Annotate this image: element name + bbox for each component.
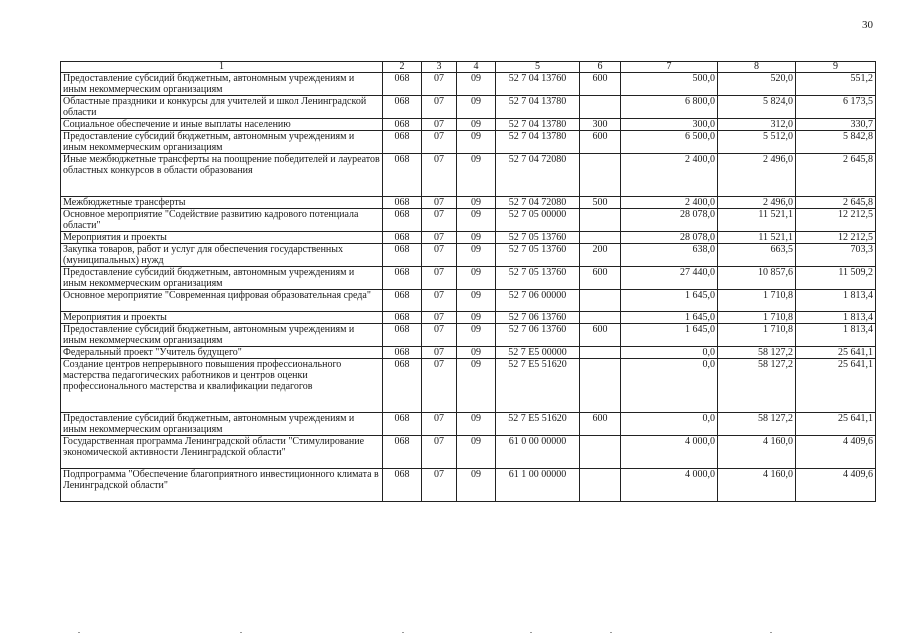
row-gov-code: 068 — [383, 154, 422, 197]
row-target-code: 52 7 E5 51620 — [496, 359, 580, 413]
table-row — [61, 154, 876, 197]
row-subsection: 09 — [457, 436, 496, 469]
row-value-year3: 1 813,4 — [796, 290, 876, 312]
row-name: Межбюджетные трансферты — [61, 197, 383, 209]
table-row — [61, 359, 876, 413]
row-value-year1: 300,0 — [621, 119, 718, 131]
table-row — [61, 290, 876, 312]
row-gov-code: 068 — [383, 244, 422, 267]
row-section: 07 — [422, 96, 457, 119]
row-target-code: 52 7 04 13780 — [496, 96, 580, 119]
budget-table — [60, 61, 876, 502]
row-target-code: 52 7 E5 00000 — [496, 347, 580, 359]
row-value-year3: 4 409,6 — [796, 469, 876, 502]
table-row — [61, 267, 876, 290]
row-gov-code: 068 — [383, 469, 422, 502]
row-value-year2: 520,0 — [718, 73, 796, 96]
table-row — [61, 232, 876, 244]
row-section: 07 — [422, 232, 457, 244]
row-value-year1: 638,0 — [621, 244, 718, 267]
row-value-year3: 330,7 — [796, 119, 876, 131]
row-value-year2: 2 496,0 — [718, 154, 796, 197]
row-target-code: 52 7 04 13780 — [496, 119, 580, 131]
row-name: Областные праздники и конкурсы для учителей и школ Ленинградской области — [61, 96, 383, 119]
row-gov-code: 068 — [383, 413, 422, 436]
row-gov-code: 068 — [383, 73, 422, 96]
page-number: 30 — [862, 19, 873, 31]
table-row — [61, 209, 876, 232]
row-value-year2: 1 710,8 — [718, 312, 796, 324]
row-subsection: 09 — [457, 232, 496, 244]
row-value-year3: 551,2 — [796, 73, 876, 96]
row-section: 07 — [422, 119, 457, 131]
row-value-year3: 703,3 — [796, 244, 876, 267]
row-value-year1: 0,0 — [621, 347, 718, 359]
row-target-code: 52 7 04 72080 — [496, 154, 580, 197]
row-target-code: 52 7 05 13760 — [496, 244, 580, 267]
row-subsection: 09 — [457, 267, 496, 290]
row-expense-type — [580, 154, 621, 197]
table-row — [61, 96, 876, 119]
row-subsection: 09 — [457, 347, 496, 359]
row-subsection: 09 — [457, 131, 496, 154]
table-row — [61, 413, 876, 436]
table-row — [61, 244, 876, 267]
scan-mark — [402, 632, 404, 633]
row-gov-code: 068 — [383, 197, 422, 209]
row-subsection: 09 — [457, 244, 496, 267]
row-value-year3: 2 645,8 — [796, 197, 876, 209]
row-section: 07 — [422, 197, 457, 209]
row-expense-type — [580, 290, 621, 312]
row-value-year1: 6 800,0 — [621, 96, 718, 119]
table-row — [61, 119, 876, 131]
row-subsection: 09 — [457, 413, 496, 436]
row-section: 07 — [422, 73, 457, 96]
row-value-year3: 5 842,8 — [796, 131, 876, 154]
row-expense-type — [580, 469, 621, 502]
row-subsection: 09 — [457, 312, 496, 324]
row-target-code: 52 7 04 13760 — [496, 73, 580, 96]
row-value-year2: 4 160,0 — [718, 436, 796, 469]
row-value-year2: 11 521,1 — [718, 209, 796, 232]
row-value-year1: 2 400,0 — [621, 154, 718, 197]
header-cell: 5 — [496, 62, 580, 73]
row-subsection: 09 — [457, 324, 496, 347]
row-value-year1: 6 500,0 — [621, 131, 718, 154]
row-target-code: 52 7 04 72080 — [496, 197, 580, 209]
row-subsection: 09 — [457, 197, 496, 209]
scan-mark — [610, 632, 612, 633]
row-gov-code: 068 — [383, 436, 422, 469]
row-subsection: 09 — [457, 96, 496, 119]
row-expense-type — [580, 96, 621, 119]
row-expense-type: 300 — [580, 119, 621, 131]
row-gov-code: 068 — [383, 96, 422, 119]
row-expense-type: 600 — [580, 73, 621, 96]
row-value-year2: 58 127,2 — [718, 413, 796, 436]
row-expense-type: 600 — [580, 324, 621, 347]
row-target-code: 52 7 06 13760 — [496, 312, 580, 324]
row-name: Социальное обеспечение и иные выплаты населению — [61, 119, 383, 131]
row-section: 07 — [422, 131, 457, 154]
header-cell: 3 — [422, 62, 457, 73]
row-gov-code: 068 — [383, 209, 422, 232]
row-value-year2: 58 127,2 — [718, 359, 796, 413]
header-cell: 9 — [796, 62, 876, 73]
row-expense-type — [580, 359, 621, 413]
row-name: Создание центров непрерывного повышения профессионального мастерства педагогических работников и центров оценки профессионального мастерства и квалификации педагогов — [61, 359, 383, 413]
row-value-year1: 2 400,0 — [621, 197, 718, 209]
row-value-year2: 58 127,2 — [718, 347, 796, 359]
row-name: Государственная программа Ленинградской области "Стимулирование экономической активности Ленинградской области" — [61, 436, 383, 469]
row-expense-type — [580, 209, 621, 232]
row-name: Предоставление субсидий бюджетным, автономным учреждениям и иным некоммерческим организациям — [61, 267, 383, 290]
header-cell: 1 — [61, 62, 383, 73]
row-value-year3: 11 509,2 — [796, 267, 876, 290]
row-value-year1: 1 645,0 — [621, 312, 718, 324]
row-name: Мероприятия и проекты — [61, 312, 383, 324]
row-name: Основное мероприятие "Современная цифровая образовательная среда" — [61, 290, 383, 312]
row-value-year1: 4 000,0 — [621, 436, 718, 469]
row-name: Мероприятия и проекты — [61, 232, 383, 244]
row-name: Предоставление субсидий бюджетным, автономным учреждениям и иным некоммерческим организациям — [61, 131, 383, 154]
row-target-code: 52 7 06 00000 — [496, 290, 580, 312]
row-name: Основное мероприятие "Содействие развитию кадрового потенциала области" — [61, 209, 383, 232]
row-subsection: 09 — [457, 73, 496, 96]
row-value-year1: 4 000,0 — [621, 469, 718, 502]
row-section: 07 — [422, 244, 457, 267]
row-expense-type: 500 — [580, 197, 621, 209]
row-value-year1: 0,0 — [621, 413, 718, 436]
row-name: Предоставление субсидий бюджетным, автономным учреждениям и иным некоммерческим организациям — [61, 73, 383, 96]
row-expense-type: 200 — [580, 244, 621, 267]
row-value-year2: 2 496,0 — [718, 197, 796, 209]
row-value-year3: 25 641,1 — [796, 413, 876, 436]
row-value-year1: 500,0 — [621, 73, 718, 96]
table-header-row — [61, 62, 876, 73]
row-expense-type — [580, 232, 621, 244]
row-target-code: 52 7 06 13760 — [496, 324, 580, 347]
row-subsection: 09 — [457, 154, 496, 197]
row-section: 07 — [422, 324, 457, 347]
row-value-year2: 11 521,1 — [718, 232, 796, 244]
row-gov-code: 068 — [383, 359, 422, 413]
scan-mark — [530, 632, 532, 633]
row-value-year1: 27 440,0 — [621, 267, 718, 290]
row-expense-type: 600 — [580, 131, 621, 154]
scan-mark — [78, 632, 80, 633]
table-row — [61, 324, 876, 347]
row-target-code: 52 7 04 13780 — [496, 131, 580, 154]
header-cell: 7 — [621, 62, 718, 73]
row-value-year3: 2 645,8 — [796, 154, 876, 197]
row-name: Федеральный проект "Учитель будущего" — [61, 347, 383, 359]
header-cell: 6 — [580, 62, 621, 73]
row-value-year1: 28 078,0 — [621, 232, 718, 244]
row-expense-type — [580, 436, 621, 469]
row-name: Закупка товаров, работ и услуг для обеспечения государственных (муниципальных) нужд — [61, 244, 383, 267]
row-section: 07 — [422, 154, 457, 197]
scan-mark — [240, 632, 242, 633]
row-subsection: 09 — [457, 290, 496, 312]
row-target-code: 52 7 05 13760 — [496, 232, 580, 244]
row-section: 07 — [422, 209, 457, 232]
header-cell: 2 — [383, 62, 422, 73]
row-section: 07 — [422, 469, 457, 502]
row-value-year3: 25 641,1 — [796, 359, 876, 413]
row-section: 07 — [422, 290, 457, 312]
row-expense-type — [580, 347, 621, 359]
table-row — [61, 312, 876, 324]
row-value-year2: 10 857,6 — [718, 267, 796, 290]
row-value-year2: 1 710,8 — [718, 290, 796, 312]
row-value-year1: 28 078,0 — [621, 209, 718, 232]
table-row — [61, 347, 876, 359]
row-gov-code: 068 — [383, 119, 422, 131]
row-value-year2: 312,0 — [718, 119, 796, 131]
row-section: 07 — [422, 413, 457, 436]
table-row — [61, 469, 876, 502]
row-subsection: 09 — [457, 209, 496, 232]
header-cell: 4 — [457, 62, 496, 73]
row-value-year3: 4 409,6 — [796, 436, 876, 469]
row-expense-type: 600 — [580, 267, 621, 290]
row-section: 07 — [422, 359, 457, 413]
row-gov-code: 068 — [383, 232, 422, 244]
row-name: Подпрограмма "Обеспечение благоприятного инвестиционного климата в Ленинградской области" — [61, 469, 383, 502]
row-gov-code: 068 — [383, 290, 422, 312]
row-expense-type — [580, 312, 621, 324]
row-value-year3: 1 813,4 — [796, 312, 876, 324]
header-cell: 8 — [718, 62, 796, 73]
row-section: 07 — [422, 436, 457, 469]
table-row — [61, 73, 876, 96]
row-gov-code: 068 — [383, 347, 422, 359]
table-row — [61, 436, 876, 469]
row-name: Иные межбюджетные трансферты на поощрение победителей и лауреатов областных конкурсов в области образования — [61, 154, 383, 197]
row-section: 07 — [422, 312, 457, 324]
row-value-year1: 0,0 — [621, 359, 718, 413]
row-value-year2: 1 710,8 — [718, 324, 796, 347]
row-value-year3: 1 813,4 — [796, 324, 876, 347]
row-target-code: 52 7 E5 51620 — [496, 413, 580, 436]
row-target-code: 52 7 05 13760 — [496, 267, 580, 290]
row-target-code: 52 7 05 00000 — [496, 209, 580, 232]
row-value-year1: 1 645,0 — [621, 324, 718, 347]
row-name: Предоставление субсидий бюджетным, автономным учреждениям и иным некоммерческим организациям — [61, 413, 383, 436]
row-gov-code: 068 — [383, 324, 422, 347]
row-gov-code: 068 — [383, 312, 422, 324]
row-subsection: 09 — [457, 469, 496, 502]
row-target-code: 61 0 00 00000 — [496, 436, 580, 469]
row-value-year3: 12 212,5 — [796, 209, 876, 232]
table-row — [61, 131, 876, 154]
row-section: 07 — [422, 347, 457, 359]
row-subsection: 09 — [457, 359, 496, 413]
scan-mark — [770, 632, 772, 633]
row-target-code: 61 1 00 00000 — [496, 469, 580, 502]
row-value-year3: 6 173,5 — [796, 96, 876, 119]
row-name: Предоставление субсидий бюджетным, автономным учреждениям и иным некоммерческим организациям — [61, 324, 383, 347]
row-value-year1: 1 645,0 — [621, 290, 718, 312]
scan-edge-marks — [0, 632, 905, 634]
row-value-year2: 5 512,0 — [718, 131, 796, 154]
table-row — [61, 197, 876, 209]
row-value-year2: 4 160,0 — [718, 469, 796, 502]
row-value-year2: 5 824,0 — [718, 96, 796, 119]
row-value-year3: 25 641,1 — [796, 347, 876, 359]
row-section: 07 — [422, 267, 457, 290]
row-gov-code: 068 — [383, 267, 422, 290]
row-gov-code: 068 — [383, 131, 422, 154]
row-value-year2: 663,5 — [718, 244, 796, 267]
row-expense-type: 600 — [580, 413, 621, 436]
row-value-year3: 12 212,5 — [796, 232, 876, 244]
row-subsection: 09 — [457, 119, 496, 131]
